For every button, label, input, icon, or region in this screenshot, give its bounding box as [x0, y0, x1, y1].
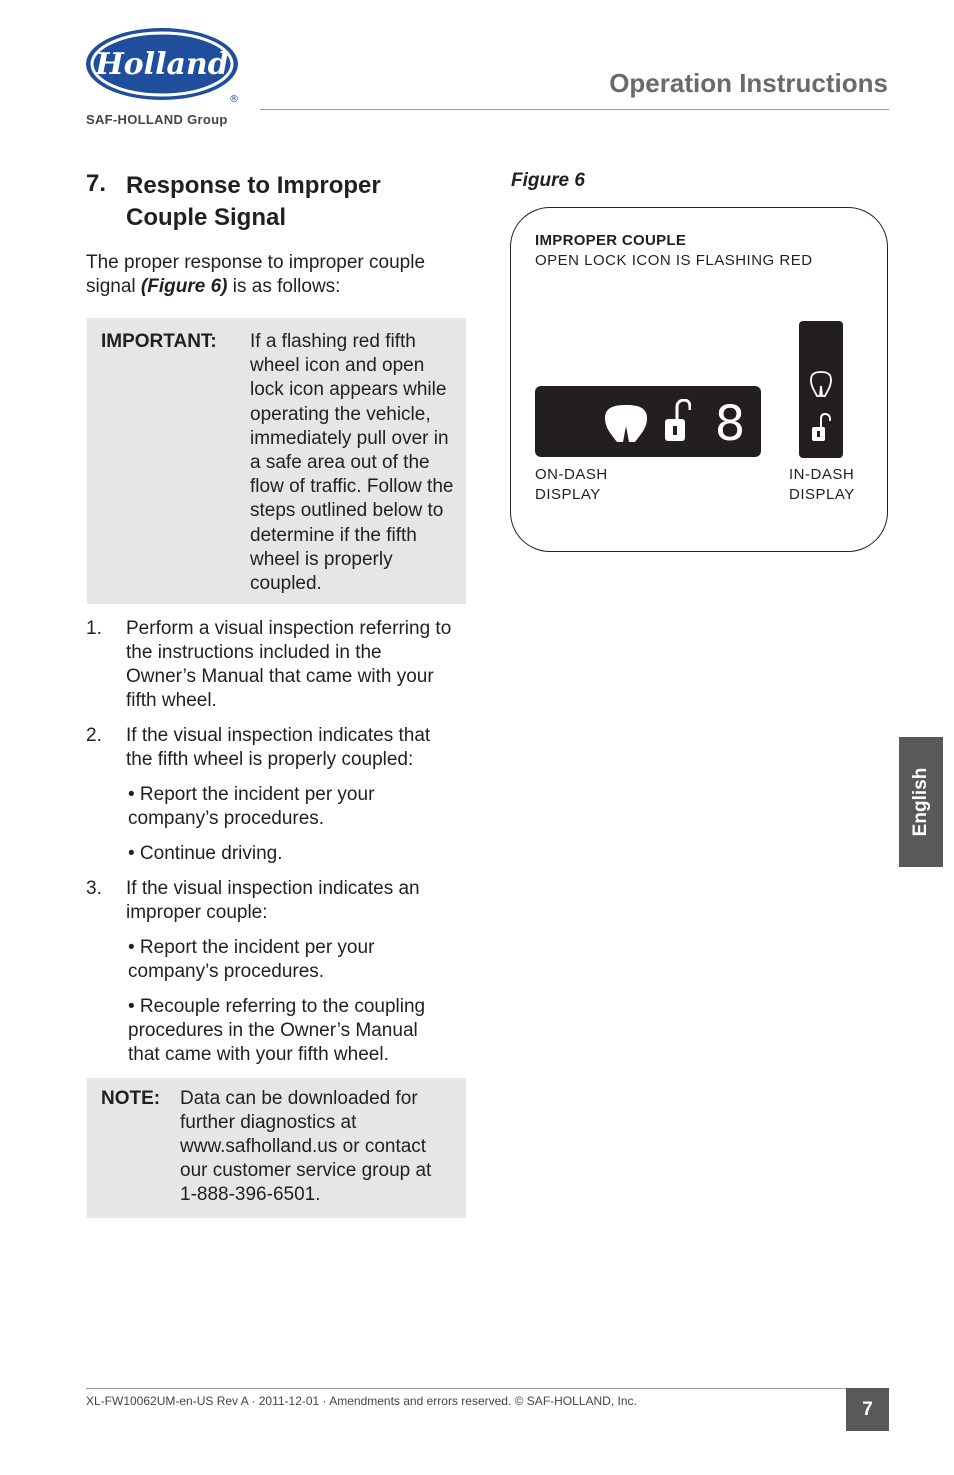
figure-reference: (Figure 6) — [140, 276, 228, 297]
figure-caption: Figure 6 — [511, 170, 585, 191]
svg-text:Holland: Holland — [95, 47, 229, 82]
in-dash-label-line1: IN-DASH — [789, 466, 855, 483]
step-text: If the visual inspection indicates that the fifth wheel is properly coupled: — [126, 725, 431, 770]
footer-divider — [86, 1388, 846, 1389]
section-title: Operation Instructions — [609, 68, 888, 98]
step-text: If the visual inspection indicates an improper couple: — [126, 878, 420, 923]
intro-paragraph — [86, 251, 456, 299]
seven-segment-digit — [713, 398, 747, 446]
header-divider — [260, 109, 889, 110]
bullet-item: • Report the incident per your company’s procedures. — [128, 784, 375, 829]
page-number: 7 — [862, 1399, 873, 1420]
figure-title: IMPROPER COUPLE — [535, 232, 687, 249]
fifth-wheel-icon — [601, 404, 651, 444]
in-dash-label-line2: DISPLAY — [789, 486, 855, 503]
note-text: Data can be downloaded for further diagnostics at www.safholland.us or contact our customer service group at 1-888-396-6501. — [180, 1088, 432, 1205]
fifth-wheel-icon — [809, 371, 833, 397]
on-dash-display — [535, 386, 761, 457]
in-dash-label — [789, 465, 855, 505]
on-dash-label-line1: ON-DASH — [535, 466, 608, 483]
svg-text:®: ® — [229, 94, 239, 105]
intro-text: The proper response to improper couple signal — [86, 252, 426, 297]
heading-number: 7. — [86, 170, 107, 197]
open-lock-icon — [811, 413, 831, 443]
step-number: 3. — [86, 878, 102, 899]
on-dash-label — [535, 465, 608, 505]
language-tab-label: English — [910, 767, 931, 837]
in-dash-display — [799, 321, 843, 458]
intro-text-end: is as follows: — [227, 276, 341, 297]
important-label: IMPORTANT: — [101, 331, 217, 352]
step-number: 2. — [86, 725, 102, 746]
group-name: SAF-HOLLAND Group — [86, 112, 228, 127]
page-title: Response to Improper Couple Signal — [126, 172, 381, 231]
open-lock-icon — [663, 399, 691, 443]
note-label: NOTE: — [101, 1088, 161, 1109]
bullet-item: • Recouple referring to the coupling procedures in the Owner’s Manual that came with your fifth wheel. — [128, 996, 426, 1065]
footer-text: XL-FW10062UM-en-US Rev A · 2011-12-01 · Amendments and errors reserved. © SAF-HOLLAND, Inc. — [86, 1394, 637, 1408]
figure-subtitle: OPEN LOCK ICON IS FLASHING RED — [535, 252, 813, 269]
bullet-item: • Report the incident per your company’s procedures. — [128, 937, 375, 982]
on-dash-label-line2: DISPLAY — [535, 486, 601, 503]
important-text: If a flashing red fifth wheel icon and open lock icon appears while operating the vehicle, immediately pull over in a safe area out of the flow of traffic. Follow the steps outlined below to determine if the fifth wheel is properly coupled. — [250, 331, 454, 595]
digit-text: 8 — [714, 398, 746, 446]
step-number: 1. — [86, 618, 102, 639]
step-text: Perform a visual inspection referring to the instructions included in the Owner’s Manual that came with your fifth wheel. — [126, 618, 452, 711]
bullet-item: • Continue driving. — [128, 843, 283, 864]
holland-logo — [84, 26, 244, 106]
